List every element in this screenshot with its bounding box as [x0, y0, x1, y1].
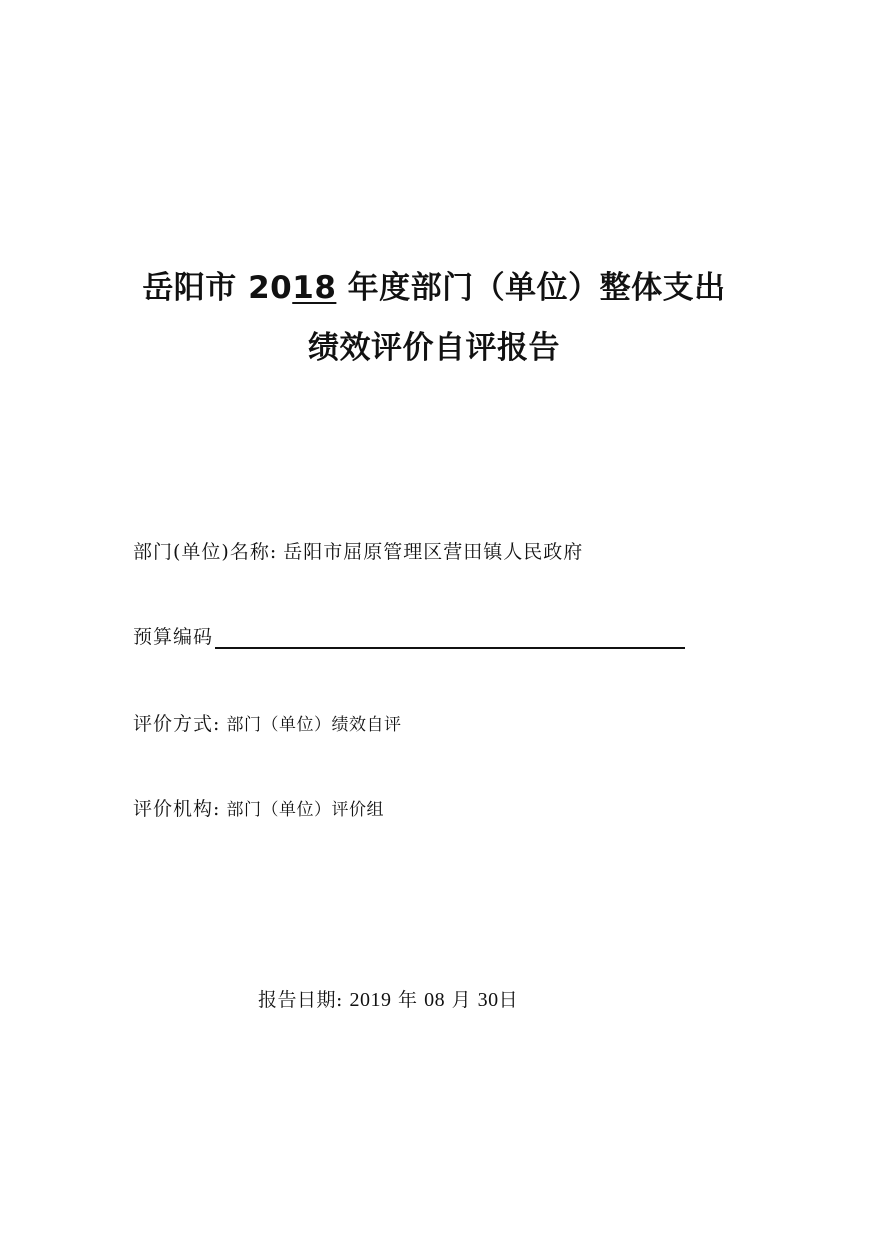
budget-code-row: [133, 622, 685, 649]
title-suffix: 年度部门（单位）整体支出: [336, 270, 726, 306]
report-date-label: 报告日期:: [258, 989, 343, 1011]
report-title-line-1: [0, 262, 870, 307]
budget-code-blank-line: [215, 627, 685, 649]
report-date-day: 30: [477, 989, 499, 1011]
evaluation-method-row: [133, 709, 401, 736]
report-date-year: 2019: [349, 989, 392, 1011]
report-date-month: 08: [424, 989, 446, 1011]
evaluation-organization-row: [133, 794, 384, 821]
report-date-year-unit: 年: [398, 989, 418, 1011]
budget-code-label: 预算编码: [133, 626, 214, 648]
department-name-label: 部门(单位)名称:: [133, 541, 278, 563]
evaluation-method-label: 评价方式:: [133, 713, 221, 735]
report-date-month-unit: 月: [451, 989, 472, 1011]
report-title-line-2: 绩效评价自评报告: [308, 330, 560, 366]
evaluation-organization-label: 评价机构:: [133, 798, 221, 820]
title-year-underlined: 18: [292, 270, 337, 306]
title-prefix: 岳阳市 20: [142, 270, 293, 306]
report-date-day-unit: 日: [498, 989, 519, 1011]
report-date-row: [258, 985, 518, 1012]
evaluation-organization-value: 部门（单位）评价组: [226, 800, 384, 820]
evaluation-method-value: 部门（单位）绩效自评: [226, 715, 402, 735]
department-name-value: 岳阳市屈原管理区营田镇人民政府: [283, 541, 584, 563]
department-name-row: [133, 537, 583, 564]
